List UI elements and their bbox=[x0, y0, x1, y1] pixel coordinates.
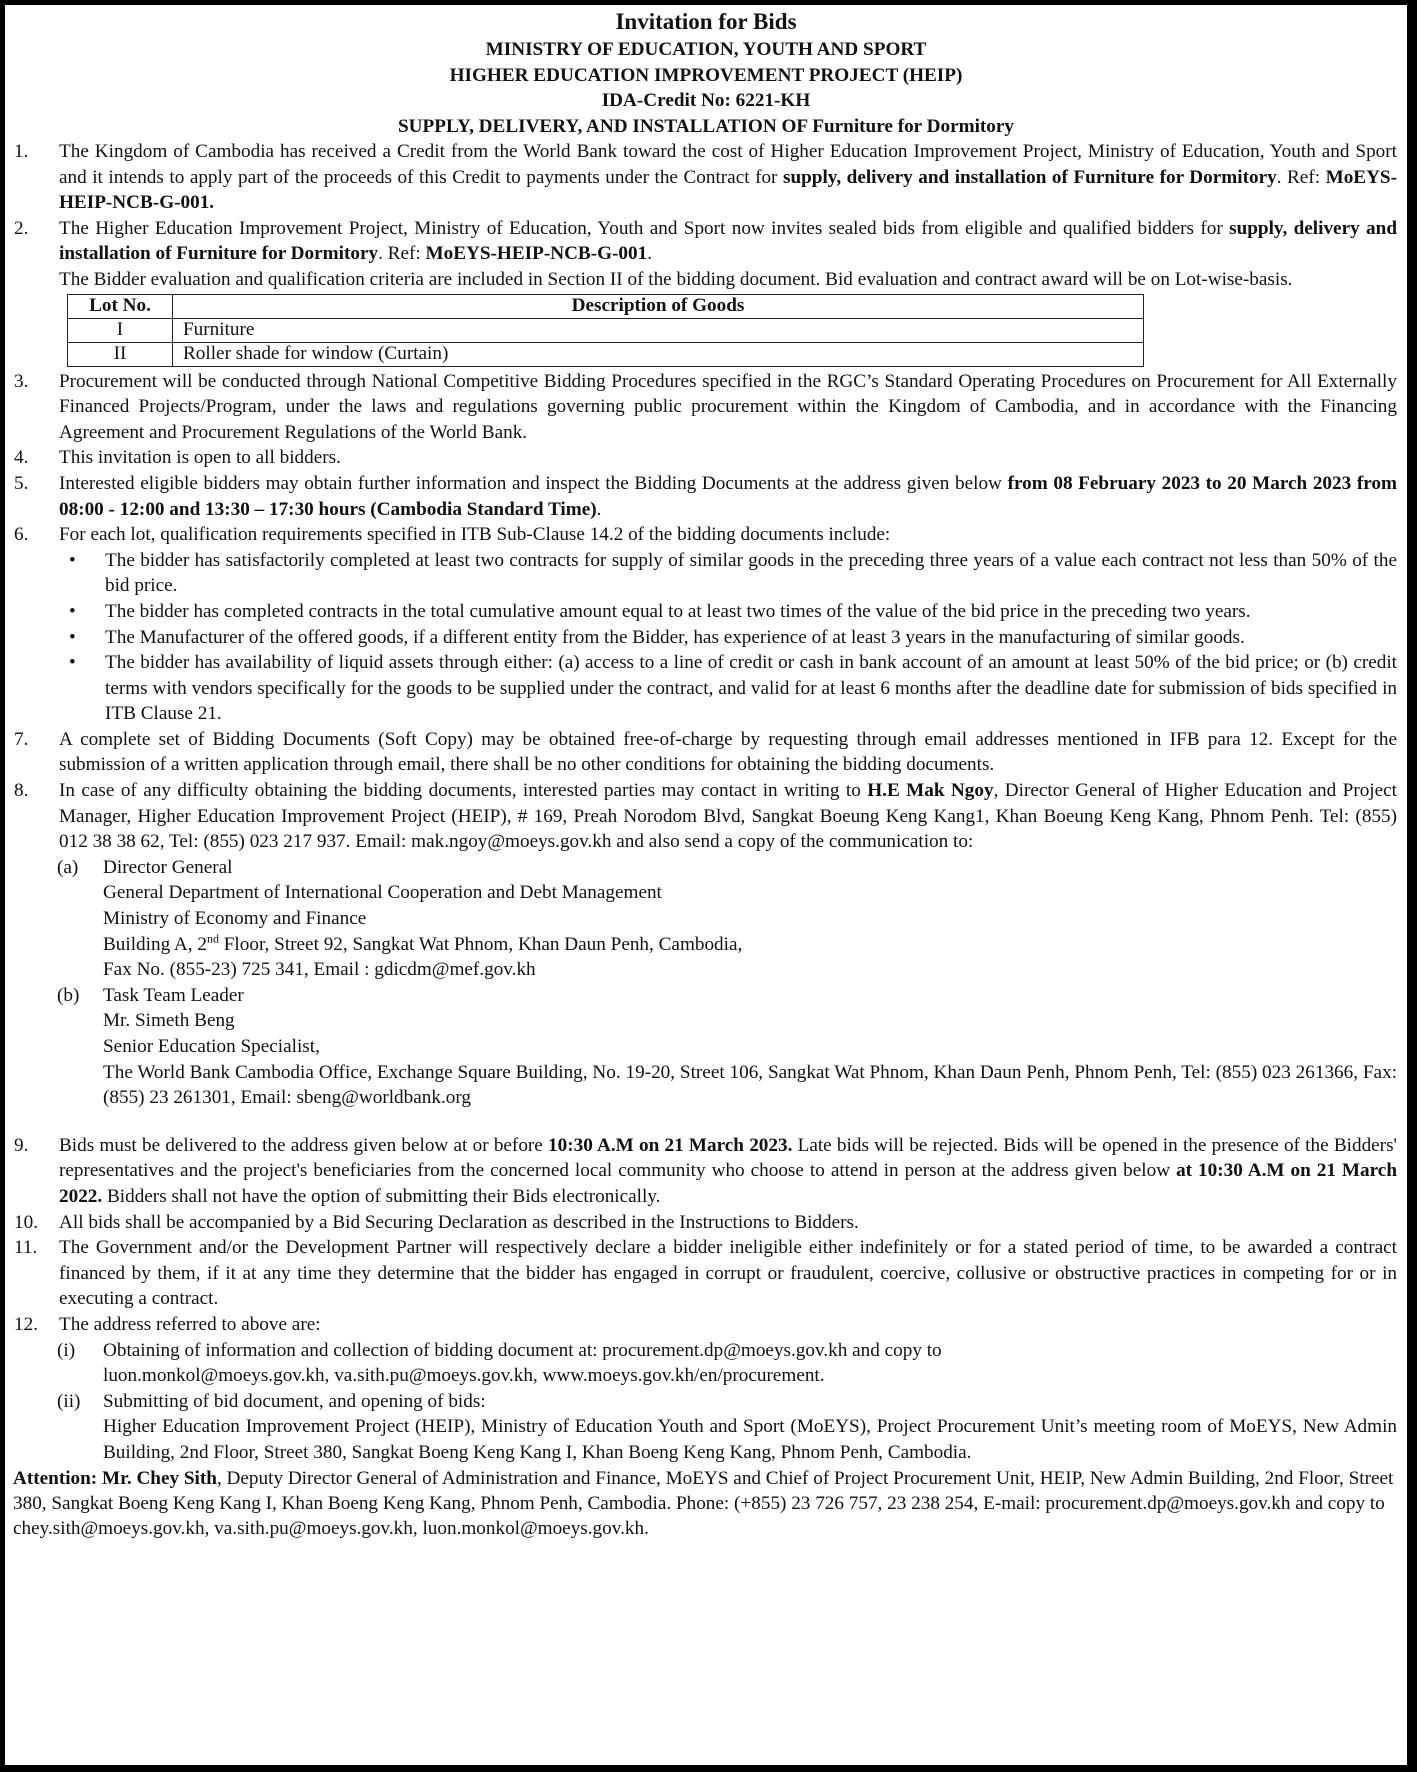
attention-name: Attention: Mr. Chey Sith bbox=[13, 1467, 217, 1489]
qualification-bullet bbox=[59, 548, 1397, 599]
contact-a bbox=[57, 855, 1397, 983]
bullet-icon: • bbox=[69, 549, 76, 571]
bullet-text: The bidder has availability of liquid assets through either: (a) access to a line of credit or cash in bank account of an amount at least 50% of the bid price; or (b) credit terms with vendors specifically for the goods to be supplied under the contract, and valid for at least 6 months after the deadline date for submission of bids specified in ITB Clause 21. bbox=[105, 652, 1397, 725]
clause-11 bbox=[5, 1235, 1407, 1312]
clause-3 bbox=[5, 369, 1407, 446]
qualification-bullet bbox=[59, 625, 1397, 651]
clause-1 bbox=[5, 139, 1407, 216]
sub-label: (i) bbox=[57, 1339, 76, 1361]
contact-line: The World Bank Cambodia Office, Exchange Square Building, No. 19-20, Street 106, Sangkat Wat Phnom, Khan Daun Penh, Phnom Penh, Tel: (855) 023 261366, Fax: (855) 23 261301, Email: sbeng@worldbank.org bbox=[103, 1061, 1397, 1109]
table-row bbox=[68, 318, 1144, 342]
clause-text: Interested eligible bidders may obtain further information and inspect the Bidding Documents at the address given below bbox=[59, 472, 1008, 494]
attention-block bbox=[5, 1466, 1407, 1541]
clause-text: In case of any difficulty obtaining the bidding documents, interested parties may contact in writing to bbox=[59, 780, 868, 802]
column-header-description: Description of Goods bbox=[173, 294, 1144, 318]
contact-line: Director General bbox=[103, 856, 233, 878]
clause-number: 8. bbox=[14, 780, 29, 802]
contact-line: Task Team Leader bbox=[103, 984, 244, 1006]
project-name: HIGHER EDUCATION IMPROVEMENT PROJECT (HEIP) bbox=[449, 64, 963, 86]
address-line: Submitting of bid document, and opening of bids: bbox=[103, 1390, 486, 1412]
qualification-bullet bbox=[59, 599, 1397, 625]
sub-label: (b) bbox=[57, 984, 80, 1006]
clause-text: The Higher Education Improvement Project, Ministry of Education, Youth and Sport now invites sealed bids from eligible and qualified bidders for bbox=[59, 217, 1230, 239]
clause-9 bbox=[5, 1133, 1407, 1210]
bullet-text: The bidder has satisfactorily completed at least two contracts for supply of similar goods in the preceding three years of a value each contract not less than 50% of the bid price. bbox=[105, 549, 1397, 597]
bullet-icon: • bbox=[69, 600, 76, 622]
contact-line: Fax No. (855-23) 725 341, Email : gdicdm@mef.gov.kh bbox=[103, 959, 536, 981]
lot-description: Roller shade for window (Curtain) bbox=[173, 342, 1144, 366]
clause-number: 3. bbox=[14, 370, 29, 392]
ordinal-suffix: nd bbox=[206, 931, 219, 946]
contact-name: H.E Mak Ngoy bbox=[867, 780, 994, 802]
qualification-bullet bbox=[59, 650, 1397, 727]
clause-text: . bbox=[647, 243, 653, 265]
clause-10 bbox=[5, 1210, 1407, 1236]
address-text: Building A, 2 bbox=[103, 933, 207, 955]
bullet-text: The Manufacturer of the offered goods, if a different entity from the Bidder, has experience of at least 3 years in the manufacturing of similar goods. bbox=[105, 626, 1245, 648]
address-line: luon.monkol@moeys.gov.kh, va.sith.pu@moeys.gov.kh, www.moeys.gov.kh/en/procurement. bbox=[103, 1365, 825, 1387]
clause-text: The address referred to above are: bbox=[59, 1313, 321, 1335]
contact-line: General Department of International Cooperation and Debt Management bbox=[103, 882, 662, 904]
clause-text: Late bids will be rejected. Bids will be opened in the presence of the Bidders' representatives and the project's beneficiaries from the concerned local community who choose to attend in person at the address given below bbox=[59, 1134, 1397, 1182]
clause-4 bbox=[5, 445, 1407, 471]
contact-line: Mr. Simeth Beng bbox=[103, 1010, 235, 1032]
clause-12 bbox=[5, 1312, 1407, 1466]
subject-line: SUPPLY, DELIVERY, AND INSTALLATION OF Furniture for Dormitory bbox=[397, 115, 1015, 137]
clause-number: 12. bbox=[14, 1313, 38, 1335]
clause-2-paragraph: The Bidder evaluation and qualification criteria are included in Section II of the bidding document. Bid evaluation and contract award will be on Lot-wise-basis. bbox=[59, 268, 1293, 290]
inspection-period: from 08 February 2023 to 20 March 2023 from 08:00 - 12:00 and 13:30 – 17:30 hours (Cambodia Standard Time) bbox=[59, 472, 1397, 520]
clause-text: Bidders shall not have the option of submitting their Bids electronically. bbox=[102, 1185, 661, 1207]
address-ii bbox=[57, 1389, 1397, 1466]
clause-number: 2. bbox=[14, 217, 29, 239]
lot-number: II bbox=[68, 342, 173, 366]
clause-8-contacts bbox=[5, 855, 1407, 1111]
bullet-icon: • bbox=[69, 626, 76, 648]
clause-bold: supply, delivery and installation of Furniture for Dormitory bbox=[782, 166, 1277, 188]
reference-number: MoEYS-HEIP-NCB-G-001 bbox=[425, 243, 648, 265]
ifb-document bbox=[3, 3, 1409, 1767]
clause-text: This invitation is open to all bidders. bbox=[59, 447, 341, 469]
clause-text: Bids must be delivered to the address given below at or before bbox=[59, 1134, 549, 1156]
clause-text: All bids shall be accompanied by a Bid Securing Declaration as described in the Instructions to Bidders. bbox=[59, 1211, 859, 1233]
reference-number: MoEYS-HEIP-NCB-G-001. bbox=[59, 166, 1397, 214]
clause-text: , Director General of Higher Education and Project Manager, Higher Education Improvement Project (HEIP), # 169, Preah Norodom Blvd, Sangkat Boeung Keng Kang1, Khan Boeung Keng Kang, Phnom Penh. Tel: (855) 012 38 38 62, Tel: (855) 023 217 937. Email: mak.ngoy@moeys.gov.kh and also send a copy of the communication to: bbox=[59, 780, 1397, 853]
column-header-lot: Lot No. bbox=[68, 294, 173, 318]
clause-number: 9. bbox=[14, 1134, 29, 1156]
lot-description: Furniture bbox=[173, 318, 1144, 342]
clause-text: The Kingdom of Cambodia has received a Credit from the World Bank toward the cost of Higher Education Improvement Project, Ministry of Education, Youth and Sport and it intends to apply part of the proceeds of this Credit to payments under the Contract for bbox=[59, 141, 1397, 188]
bid-opening-time: at 10:30 A.M on 21 March 2022. bbox=[59, 1160, 1397, 1207]
clause-text: . Ref: bbox=[378, 243, 426, 265]
document-title: Invitation for Bids bbox=[615, 9, 797, 34]
table-row bbox=[68, 342, 1144, 366]
clause-number: 7. bbox=[14, 728, 29, 750]
clause-6 bbox=[5, 522, 1407, 727]
clause-text: . Ref: bbox=[1276, 166, 1326, 188]
clause-bold: supply, delivery and installation of Furniture for Dormitory bbox=[59, 217, 1397, 265]
clause-text: . bbox=[596, 498, 602, 520]
clause-number: 11. bbox=[14, 1237, 38, 1259]
clause-text: The Government and/or the Development Partner will respectively declare a bidder ineligible either indefinitely or for a stated period of time, to be awarded a contract financed by them, if it at any time they determine that the bidder has engaged in corrupt or fraudulent, coercive, collusive or obstructive practices in competing for or in executing a contract. bbox=[59, 1237, 1397, 1310]
credit-number: IDA-Credit No: 6221-KH bbox=[601, 90, 811, 111]
clause-text: A complete set of Bidding Documents (Soft Copy) may be obtained free-of-charge by requesting through email addresses mentioned in IFB para 12. Except for the submission of a written application through email, there shall be no other conditions for obtaining the bidding documents. bbox=[59, 728, 1397, 776]
table-header-row bbox=[68, 294, 1144, 318]
document-header bbox=[5, 7, 1407, 139]
lot-number: I bbox=[68, 318, 173, 342]
contact-line: Ministry of Economy and Finance bbox=[103, 908, 367, 930]
ministry-name: MINISTRY OF EDUCATION, YOUTH AND SPORT bbox=[485, 39, 927, 60]
clause-number: 5. bbox=[14, 472, 29, 494]
clause-2 bbox=[5, 216, 1407, 293]
clause-number: 10. bbox=[14, 1211, 38, 1233]
contact-line: Senior Education Specialist, bbox=[103, 1036, 320, 1057]
clause-text: For each lot, qualification requirements specified in ITB Sub-Clause 14.2 of the bidding documents include: bbox=[59, 524, 891, 546]
address-text: Floor, Street 92, Sangkat Wat Phnom, Khan Daun Penh, Cambodia, bbox=[218, 933, 743, 955]
clause-5 bbox=[5, 471, 1407, 522]
address-i bbox=[57, 1338, 1397, 1389]
clause-7 bbox=[5, 727, 1407, 778]
attention-text: , Deputy Director General of Administration and Finance, MoEYS and Chief of Project Procurement Unit, HEIP, New Admin Building, 2nd Floor, Street 380, Sangkat Boeng Keng Kang I, Khan Boeng Keng Kang, Phnom Penh, Cambodia. Phone: (+855) 23 726 757, 23 238 254, E-mail: procurement.dp@moeys.gov.kh and copy to chey.sith@moeys.gov.kh, va.sith.pu@moeys.gov.kh, luon.monkol@moeys.gov.kh. bbox=[13, 1467, 1394, 1539]
clause-number: 1. bbox=[14, 141, 29, 162]
spacer bbox=[5, 1111, 1407, 1133]
clause-number: 6. bbox=[14, 524, 29, 546]
bid-deadline: 10:30 A.M on 21 March 2023. bbox=[548, 1134, 793, 1156]
clause-number: 4. bbox=[14, 447, 29, 469]
clauses-list bbox=[5, 139, 1407, 1466]
bullet-icon: • bbox=[69, 652, 76, 674]
clause-8 bbox=[5, 778, 1407, 855]
clause-text: Procurement will be conducted through National Competitive Bidding Procedures specified in the RGC’s Standard Operating Procedures on Procurement for All Externally Financed Projects/Program, under the laws and regulations governing public procurement within the Kingdom of Cambodia, and in accordance with the Financing Agreement and Procurement Regulations of the World Bank. bbox=[59, 370, 1397, 443]
address-line: Obtaining of information and collection of bidding document at: procurement.dp@moeys.gov.kh and copy to bbox=[103, 1339, 942, 1361]
address-line: Higher Education Improvement Project (HEIP), Ministry of Education Youth and Sport (MoEYS), Project Procurement Unit’s meeting room of MoEYS, New Admin Building, 2nd Floor, Street 380, Sangkat Boeng Keng Kang I, Khan Boeng Keng Kang, Phnom Penh, Cambodia. bbox=[103, 1416, 1397, 1463]
lots-table bbox=[67, 294, 1144, 367]
contact-b bbox=[57, 983, 1397, 1111]
bullet-text: The bidder has completed contracts in the total cumulative amount equal to at least two times of the value of the bid price in the preceding two years. bbox=[105, 600, 1251, 622]
sub-label: (a) bbox=[57, 856, 79, 878]
sub-label: (ii) bbox=[57, 1390, 81, 1412]
contact-line bbox=[103, 932, 1397, 958]
